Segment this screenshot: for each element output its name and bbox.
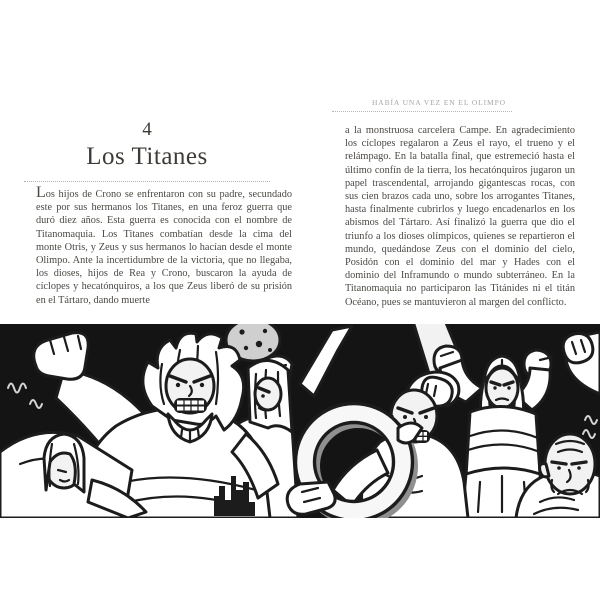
chapter-number: 4: [142, 119, 152, 140]
titanomachy-illustration: [0, 324, 600, 518]
left-page-body-text: Los hijos de Crono se enfrentaron con su padre, secundado este por sus hermanos los Titanes, en una feroz guerra que duró diez años. Esta guerra es conocida con el nombre de Titanomaquia. Los Titanes combatían desde la cima del monte Otris, y Zeus y sus hermanos lo hacían desde el monte Olimpo. Ante la incertidumbre de la victoria, que no llegaba, los dioses, hijos de Rea y Crono, buscaron la ayuda de cíclopes y hecatónquiros, a los que Zeus liberó de su prisión en el Tártaro, dando muerte: [36, 184, 292, 306]
right-page-body-text: a la monstruosa carcelera Campe. En agradecimiento los cíclopes regalaron a Zeus el rayo, el trueno y el relámpago. En la batalla final, que estremeció hasta el último confín de la tierra, los hecatónquiros jugaron un papel trascendental, arrojando gigantescas rocas, con sus cien brazos cada uno, sobre los arrogantes Titanes, hasta finalmente cubrirlos y luego encadenarlos en los abismos del Tártaro. Así finalizó la guerra que dio el triunfo a los dioses olímpicos, quienes se repartieron el mundo, quedándose Zeus con el dominio del cielo, Posidón con el dominio del mar y Hades con el dominio del Inframundo o mundo subterráneo. En la Titanomaquia no participaron las Titánides ni el titán Océano, pues se mantuvieron al margen del conflicto.: [345, 125, 575, 308]
chapter-heading: [24, 118, 270, 182]
running-header: HABÍA UNA VEZ EN EL OLIMPO: [332, 98, 512, 112]
chapter-title: Los Titanes: [86, 143, 208, 170]
